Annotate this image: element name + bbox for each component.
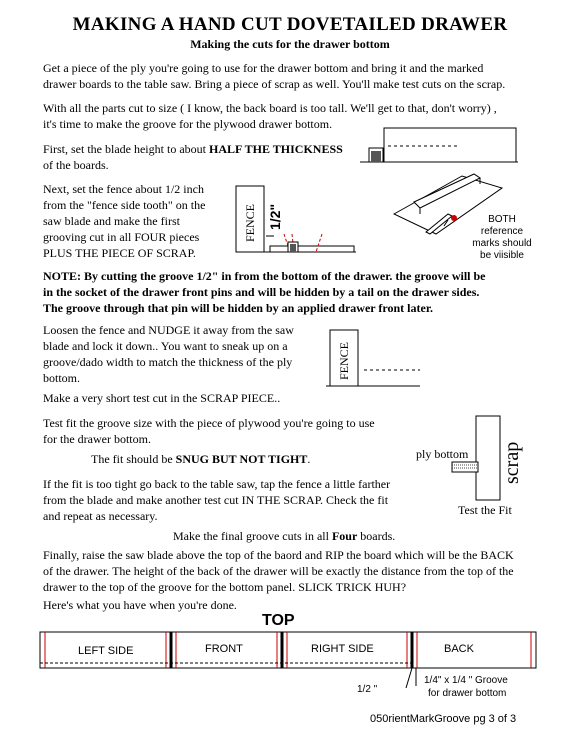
paragraph-test-fit [43,415,375,447]
board-on-saw-figure [360,124,520,168]
text-line: Test fit the groove size with the piece of plywood you're going to use [43,416,375,430]
emphasis-text: SNUG BUT NOT TIGHT [175,452,308,466]
text-line: PLUS THE PIECE OF SCRAP. [43,246,196,260]
text-line: of the boards. [43,158,109,172]
board-left-side: LEFT SIDE [78,645,134,657]
text-line: groove/dado width to match the thickness of the ply [43,355,293,369]
page-footer: 050rientMarkGroove pg 3 of 3 [370,713,517,725]
text-line: and repeat as necessary. [43,509,158,523]
text-line: If the fit is too tight go back to the table saw, tap the fence a little farther [43,477,391,491]
text-line: grooving cut in all FOUR pieces [43,230,200,244]
paragraph-blade-height [43,141,343,173]
paragraph-final-cuts [173,528,395,544]
text-line: from the blade and make another test cut IN THE SCRAP. Check the fit [43,493,389,507]
text-line: for drawer bottom [428,688,507,699]
fence-figure [234,184,356,254]
text-line: Loosen the fence and NUDGE it away from the saw [43,323,294,337]
test-the-fit-label: Test the Fit [458,503,512,517]
board-back: BACK [444,643,474,655]
text-line: for the drawer bottom. [43,432,151,446]
page-subtitle: Making the cuts for the drawer bottom [190,37,390,51]
half-inch-callout: 1/2 " [357,684,378,695]
paragraph-too-tight [43,476,390,524]
paragraph-nudge [43,322,294,386]
text-line: saw blade and make the first [43,214,180,228]
ply-bottom-label: ply bottom [416,447,469,461]
note-block [43,268,486,316]
paragraph-fence [43,181,205,261]
board-front: FRONT [205,643,243,655]
text-fragment: . [307,452,311,466]
scrap-label: scrap [501,441,523,484]
board-right-side: RIGHT SIDE [311,643,374,655]
top-label: TOP [262,612,295,629]
emphasis-text: Four [331,529,358,543]
text-line: Finally, raise the saw blade above the top of the baord and RIP the board which will be the BACK [43,548,514,562]
fence-figure-2 [326,320,422,390]
text-line: bottom. [43,371,81,385]
text-line: in the socket of the drawer front pins and will be hidden by a tail on the drawer sides. [43,285,480,299]
text-line: from the "fence side tooth" on the [43,198,206,212]
text-line: drawer boards to the table saw. Bring a piece of scrap as well. You'll make test cuts on the scrap. [43,77,506,91]
text-line: reference [480,226,524,237]
groove-callout [424,674,508,700]
text-fragment: First, set the blade height to about [43,142,209,156]
text-line: Get a piece of the ply you're going to use for the drawer bottom and bring it and the marked [43,61,484,75]
emphasis-text: HALF THE THICKNESS [208,142,343,156]
text-line: NOTE: By cutting the groove 1/2" in from the bottom of the drawer. the groove will be [43,269,486,283]
text-line: blade and lock it down.. You want to sneak up on a [43,339,288,353]
text-fragment: Make the final groove cuts in all [173,529,332,543]
text-line: With all the parts cut to size ( I know, the back board is too tall. We'll get to that, don't worry) , [43,101,497,115]
fence-label-2: FENCE [337,341,351,380]
half-inch-label: 1/2" [267,203,283,230]
paragraph-result: Here's what you have when you're done. [43,598,237,612]
text-line: Next, set the fence about 1/2 inch [43,182,204,196]
paragraph-test-cut: Make a very short test cut in the SCRAP PIECE.. [43,391,281,405]
paragraph-rip-back [43,547,514,595]
text-line: drawer to the top of the groove for the bottom panel. SLICK TRICK HUH? [43,580,407,594]
page-title: MAKING A HAND CUT DOVETAILED DRAWER [72,14,508,35]
text-fragment: The fit should be [91,452,176,466]
text-line: it's time to make the groove for the plywood drawer bottom. [43,117,333,131]
reference-marks-note [462,214,542,262]
text-line: 1/4" x 1/4 " Groove [424,675,508,686]
text-line: marks should [472,238,532,249]
text-line [43,141,343,157]
text-line: BOTH [488,214,516,225]
text-line: be viisible [480,250,524,261]
text-line: The groove through that pin will be hidden by an applied drawer front later. [43,301,434,315]
paragraph-intro [43,60,505,92]
test-fit-figure [448,414,528,504]
text-fragment: boards. [357,529,396,543]
text-line: of the drawer. The height of the back of the drawer will be exactly the distance from the top of the [43,564,514,578]
fence-label: FENCE [243,203,257,242]
paragraph-fit [91,451,310,467]
